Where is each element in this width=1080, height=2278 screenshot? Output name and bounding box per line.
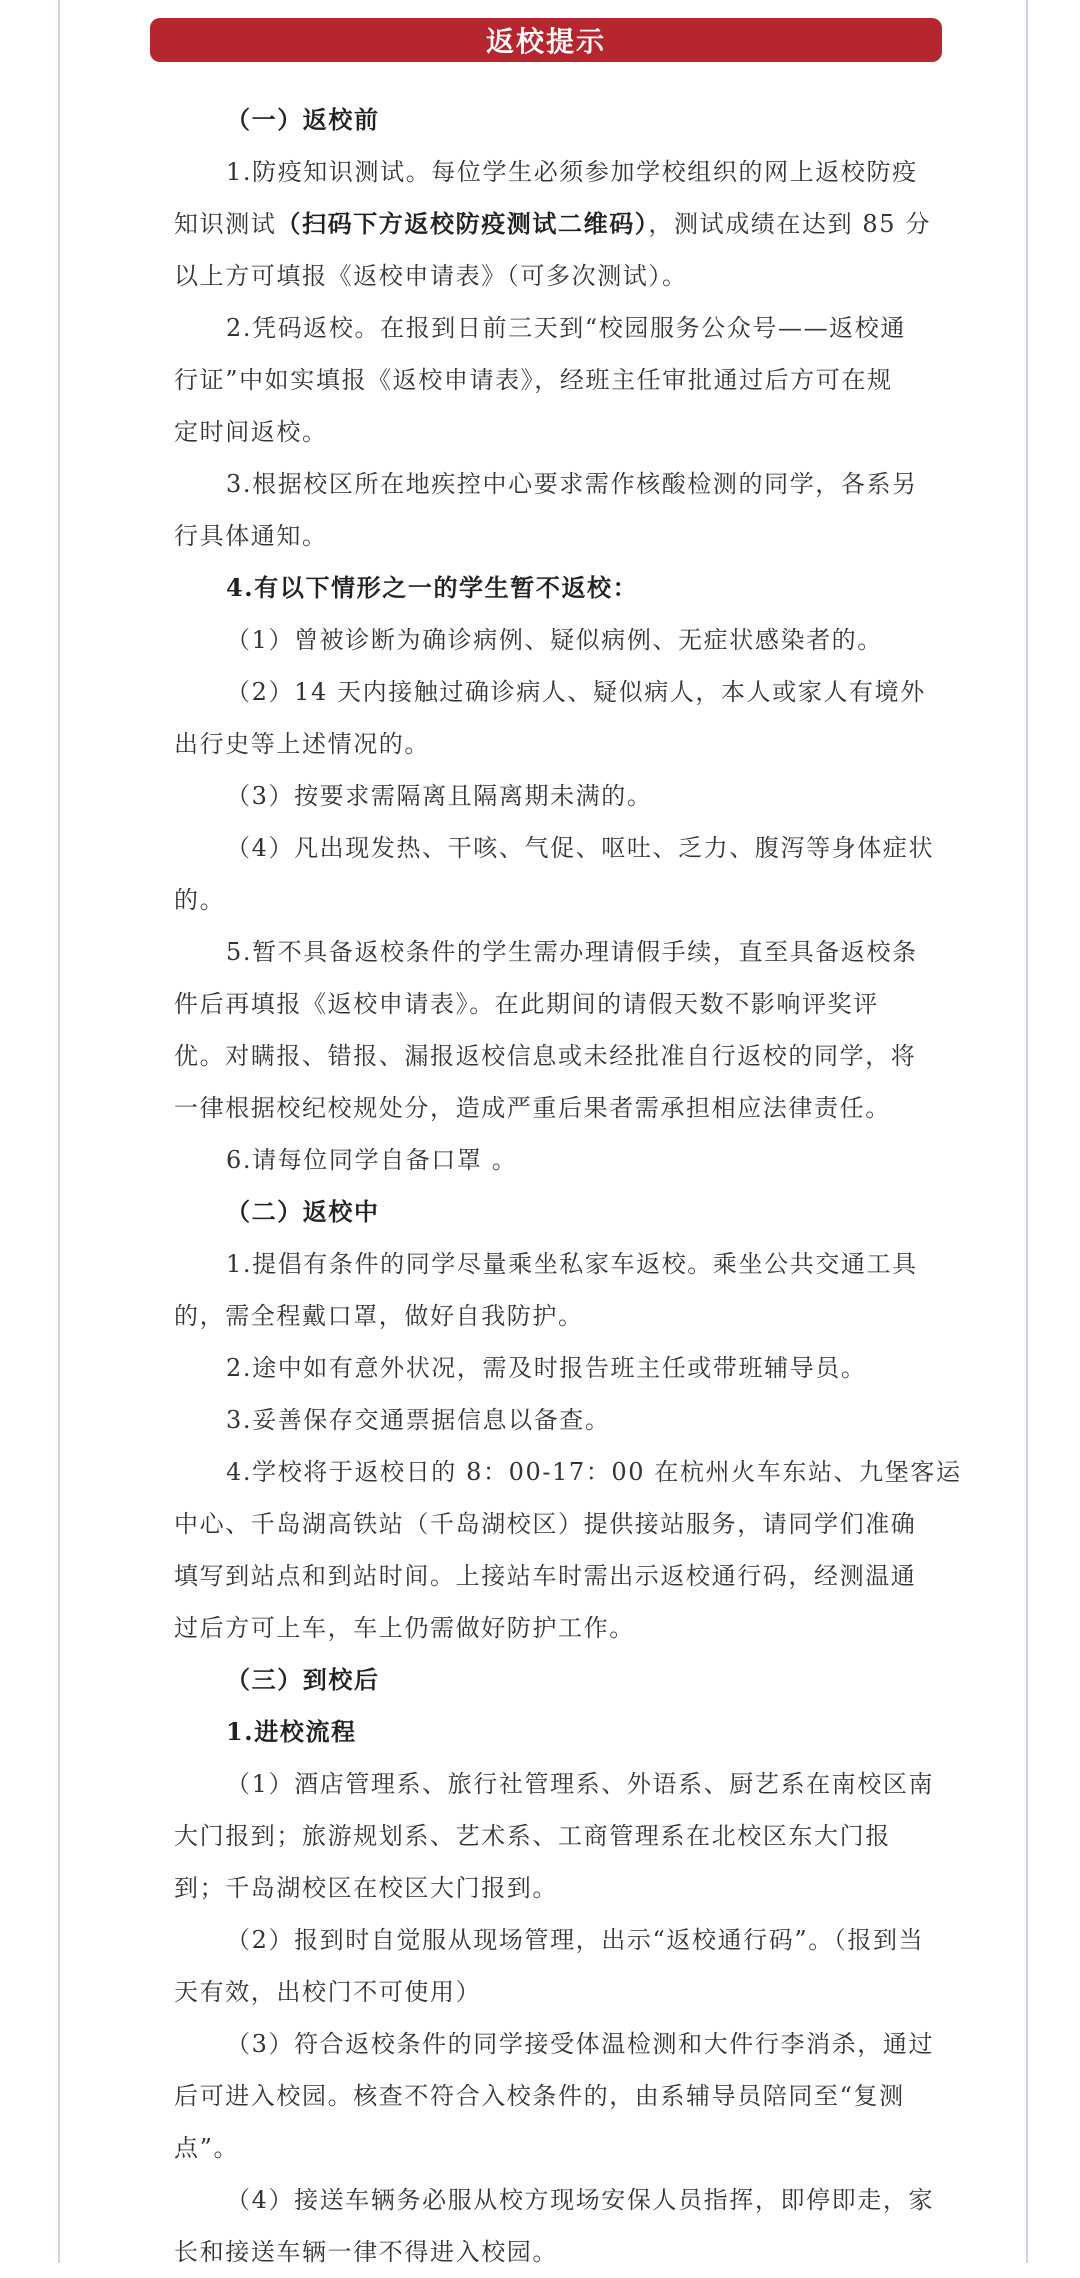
text-segment: 6.请每位同学自备口罩 。 (226, 1146, 518, 1174)
text-line (174, 198, 970, 250)
text-segment: 1.进校流程 (226, 1717, 357, 1746)
text-line (174, 822, 970, 874)
text-segment: 天有效，出校门不可使用） (174, 1978, 482, 2006)
text-line (174, 94, 970, 146)
text-line (174, 1238, 970, 1290)
text-segment: 知识测试 (174, 210, 277, 238)
text-segment: 优。对瞒报、错报、漏报返校信息或未经批准自行返校的同学，将 (174, 1042, 917, 1070)
text-line (174, 1290, 970, 1342)
right-border-line (1026, 0, 1028, 2263)
text-segment: 2.凭码返校。在报到日前三天到“校园服务公众号——返校通 (226, 314, 906, 342)
text-segment: 以上方可填报《返校申请表》（可多次测试）。 (174, 262, 688, 290)
left-border-line (58, 0, 60, 2263)
text-line (174, 1810, 970, 1862)
text-line (174, 302, 970, 354)
page-title: 返校提示 (485, 25, 606, 58)
text-line (174, 406, 970, 458)
text-segment: 1.防疫知识测试。每位学生必须参加学校组织的网上返校防疫 (226, 158, 918, 186)
text-segment: （2）14 天内接触过确诊病人、疑似病人，本人或家人有境外 (226, 678, 926, 706)
text-line (174, 666, 970, 718)
text-segment: 大门报到；旅游规划系、艺术系、工商管理系在北校区东大门报 (174, 1822, 891, 1850)
text-segment: 4.有以下情形之一的学生暂不返校： (226, 573, 639, 602)
text-segment: （4）接送车辆务必服从校方现场安保人员指挥，即停即走，家 (226, 2186, 935, 2214)
text-segment: 的，需全程戴口罩，做好自我防护。 (174, 1302, 584, 1330)
text-segment: 4.学校将于返校日的 8：00-17：00 在杭州火车东站、九堡客运 (226, 1458, 962, 1486)
text-line (174, 1030, 970, 1082)
text-line (174, 978, 970, 1030)
text-segment: （二）返校中 (226, 1197, 380, 1226)
text-segment: 中心、千岛湖高铁站（千岛湖校区）提供接站服务，请同学们准确 (174, 1510, 917, 1538)
text-line (174, 562, 970, 614)
text-segment: 出行史等上述情况的。 (174, 730, 430, 758)
text-line (174, 1758, 970, 1810)
text-segment: 行证”中如实填报《返校申请表》，经班主任审批通过后方可在规 (174, 366, 893, 394)
text-line (174, 770, 970, 822)
text-line (174, 2174, 970, 2226)
text-segment: （4）凡出现发热、干咳、气促、呕吐、乏力、腹泻等身体症状 (226, 834, 935, 862)
text-line (174, 1550, 970, 1602)
text-segment: 1.提倡有条件的同学尽量乘坐私家车返校。乘坐公共交通工具 (226, 1250, 918, 1278)
text-segment: （一）返校前 (226, 105, 380, 134)
text-line (174, 1186, 970, 1238)
text-line (174, 2226, 970, 2278)
text-line (174, 250, 970, 302)
text-line (174, 926, 970, 978)
text-line (174, 2122, 970, 2174)
text-segment: ，测试成绩在达到 85 分 (648, 210, 932, 238)
text-segment: 定时间返校。 (174, 418, 328, 446)
text-segment: 5.暂不具备返校条件的学生需办理请假手续，直至具备返校条 (226, 938, 918, 966)
text-line (174, 1446, 970, 1498)
text-segment: （3）按要求需隔离且隔离期未满的。 (226, 782, 653, 810)
text-line (174, 1862, 970, 1914)
text-segment: 3.妥善保存交通票据信息以备查。 (226, 1406, 611, 1434)
text-line (174, 1654, 970, 1706)
text-line (174, 1342, 970, 1394)
emphasis-text: （扫码下方返校防疫测试二维码） (276, 209, 649, 238)
text-line (174, 2070, 970, 2122)
text-segment: 长和接送车辆一律不得进入校园。 (174, 2238, 558, 2266)
text-line (174, 1394, 970, 1446)
text-line (174, 614, 970, 666)
text-line (174, 146, 970, 198)
text-segment: 件后再填报《返校申请表》。在此期间的请假天数不影响评奖评 (174, 990, 879, 1018)
text-line (174, 874, 970, 926)
text-segment: 3.根据校区所在地疾控中心要求需作核酸检测的同学，各系另 (226, 470, 918, 498)
text-line (174, 1602, 970, 1654)
header-banner (150, 18, 942, 62)
text-segment: （1）曾被诊断为确诊病例、疑似病例、无症状感染者的。 (226, 626, 883, 654)
text-line (174, 354, 970, 406)
text-line (174, 718, 970, 770)
text-segment: 到；千岛湖校区在校区大门报到。 (174, 1874, 558, 1902)
text-segment: 行具体通知。 (174, 522, 328, 550)
text-segment: （三）到校后 (226, 1665, 380, 1694)
text-segment: （3）符合返校条件的同学接受体温检测和大件行李消杀，通过 (226, 2030, 935, 2058)
text-line (174, 1498, 970, 1550)
text-line (174, 510, 970, 562)
text-segment: 2.途中如有意外状况，需及时报告班主任或带班辅导员。 (226, 1354, 867, 1382)
text-line (174, 458, 970, 510)
text-line (174, 1082, 970, 1134)
notice-body (174, 94, 970, 2278)
text-segment: 过后方可上车，车上仍需做好防护工作。 (174, 1614, 635, 1642)
text-line (174, 1914, 970, 1966)
text-line (174, 2018, 970, 2070)
text-segment: 填写到站点和到站时间。上接站车时需出示返校通行码，经测温通 (174, 1562, 917, 1590)
text-segment: 一律根据校纪校规处分，造成严重后果者需承担相应法律责任。 (174, 1094, 891, 1122)
text-segment: （2）报到时自觉服从现场管理，出示“返校通行码”。（报到当 (226, 1926, 925, 1954)
text-segment: 点”。 (174, 2134, 240, 2162)
text-segment: 后可进入校园。核查不符合入校条件的，由系辅导员陪同至“复测 (174, 2082, 905, 2110)
text-line (174, 1706, 970, 1758)
text-segment: （1）酒店管理系、旅行社管理系、外语系、厨艺系在南校区南 (226, 1770, 935, 1798)
text-segment: 的。 (174, 886, 226, 914)
text-line (174, 1134, 970, 1186)
text-line (174, 1966, 970, 2018)
